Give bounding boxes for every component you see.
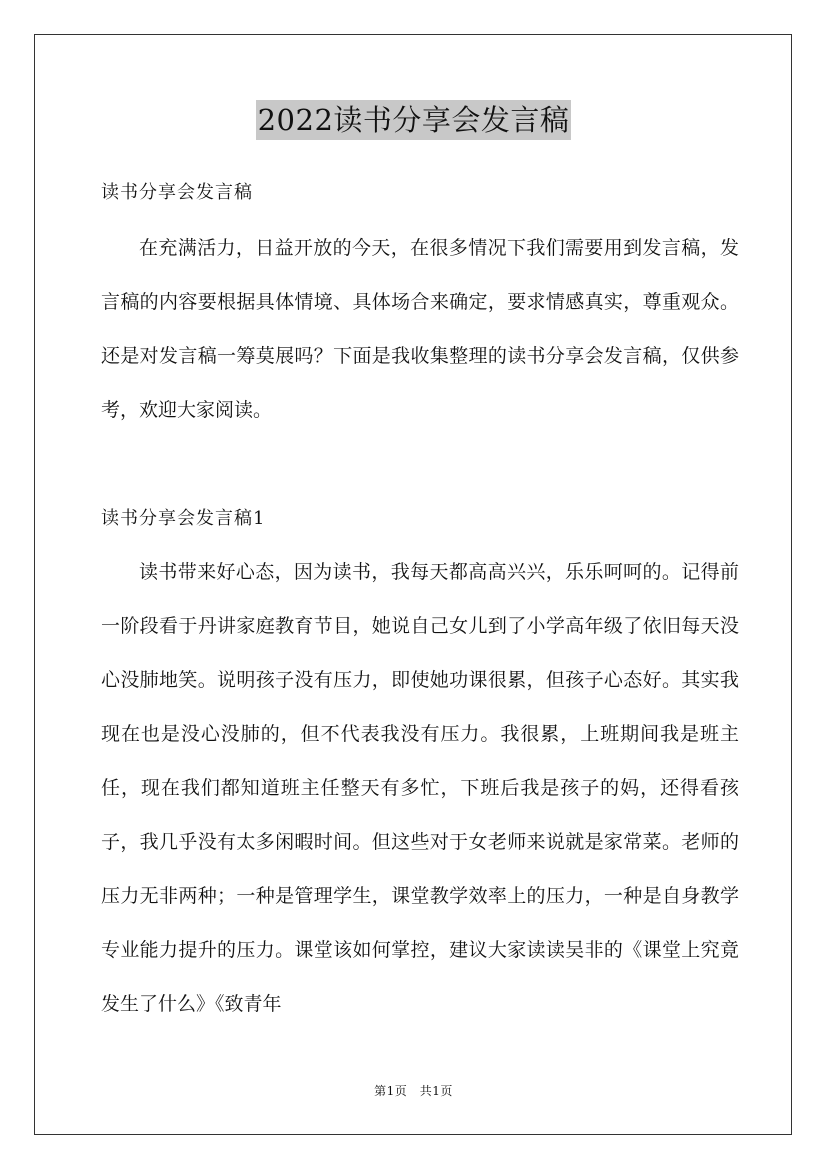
intro-heading[interactable]: 读书分享会发言稿 (101, 182, 253, 203)
title-container (0, 100, 827, 140)
intro-paragraph[interactable]: 在充满活力，日益开放的今天，在很多情况下我们需要用到发言稿，发言稿的内容要根据具体情境、具体场合来确定，要求情感真实，尊重观众。还是对发言稿一筹莫展吗？下面是我收集整理的读书分享会发言稿，仅供参考，欢迎大家阅读。 (101, 237, 739, 421)
page-number-footer: 第1页 共1页 (374, 1084, 453, 1098)
section-paragraph-1[interactable]: 读书带来好心态，因为读书，我每天都高高兴兴，乐乐呵呵的。记得前一阶段看于丹讲家庭教育节目，她说自己女儿到了小学高年级了依旧每天没心没肺地笑。说明孩子没有压力，即使她功课很累，但孩子心态好。其实我现在也是没心没肺的，但不代表我没有压力。我很累，上班期间我是班主任，现在我们都知道班主任整天有多忙，下班后我是孩子的妈，还得看孩子，我几乎没有太多闲暇时间。但这些对于女老师来说就是家常菜。老师的压力无非两种；一种是管理学生，课堂教学效率上的压力，一种是自身教学专业能力提升的压力。课堂该如何掌控，建议大家读读吴非的《课堂上究竟发生了什么》《致青年 (101, 561, 739, 1015)
document-title[interactable]: 2022读书分享会发言稿 (256, 100, 572, 140)
section-heading-1[interactable]: 读书分享会发言稿1 (101, 508, 266, 529)
